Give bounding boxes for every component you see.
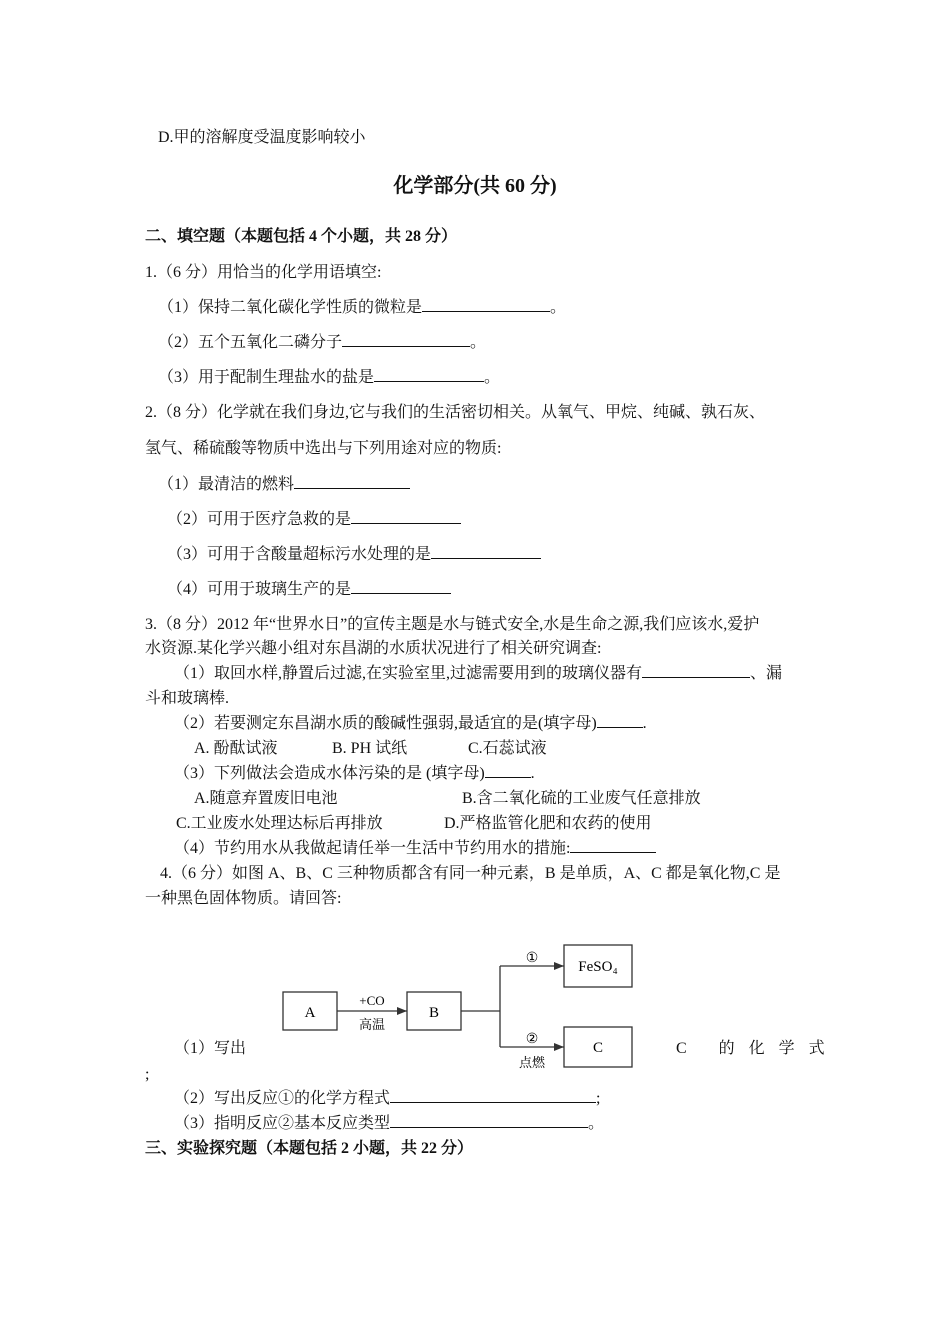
answer-blank[interactable] <box>390 1088 596 1103</box>
box-a-label: A <box>304 1005 316 1021</box>
q3-part3: （3）下列做法会造成水体污染的是 (填字母) . <box>174 765 535 782</box>
answer-blank[interactable] <box>642 663 750 678</box>
q4-stem-line1: 4.（6 分）如图 A、B、C 三种物质都含有同一种元素，B 是单质，A、C 都是氧化物,C 是 <box>160 865 781 882</box>
q3-p3-option-d: D.严格监管化肥和农药的使用 <box>444 815 652 832</box>
answer-blank[interactable] <box>422 297 550 312</box>
q2-part2: （2）可用于医疗急救的是 <box>167 509 461 531</box>
answer-blank[interactable] <box>570 838 656 853</box>
q2-part4: （4）可用于玻璃生产的是 <box>167 579 451 601</box>
reaction-diagram <box>270 935 650 1075</box>
q2-part1: （1）最清洁的燃料 <box>158 474 410 496</box>
q3-option-c: C.石蕊试液 <box>468 740 547 757</box>
arrow-condition: 高温 <box>358 1017 386 1032</box>
answer-blank[interactable] <box>597 713 643 728</box>
q3-option-a: A. 酚酞试液 <box>194 740 278 757</box>
answer-blank[interactable] <box>485 763 531 778</box>
answer-blank[interactable] <box>374 367 484 382</box>
q2-stem-line2: 氢气、稀硫酸等物质中选出与下列用途对应的物质: <box>145 440 502 457</box>
option-d: D.甲的溶解度受温度影响较小 <box>158 129 366 146</box>
q3-part1-line2: 斗和玻璃棒. <box>145 690 230 707</box>
q3-p3-option-c: C.工业废水处理达标后再排放 <box>176 815 383 832</box>
q3-part4: （4）节约用水从我做起请任举一生活中节约用水的措施: <box>174 838 656 860</box>
q3-stem-line1: 3.（8 分）2012 年“世界水日”的宣传主题是水与链式安全,水是生命之源,我们应该水,爱护 <box>145 616 760 633</box>
branch-1-label: ① <box>525 951 539 966</box>
answer-blank[interactable] <box>351 579 451 594</box>
box-b-label: B <box>428 1005 440 1021</box>
q4-part2: （2）写出反应①的化学方程式 ; <box>174 1090 601 1107</box>
answer-blank[interactable] <box>390 1113 588 1128</box>
q1-part2: （2）五个五氧化二磷分子 。 <box>158 334 487 351</box>
arrow-reagent: +CO <box>359 993 385 1008</box>
box-c-label: C <box>592 1040 604 1056</box>
q4-stem-line2: 一种黑色固体物质。请回答: <box>145 890 342 907</box>
q1-part1: （1）保持二氧化碳化学性质的微粒是 。 <box>158 299 567 316</box>
q4-part1-right: C 的化学式 <box>676 1040 839 1057</box>
answer-blank[interactable] <box>342 332 470 347</box>
q2-part3: （3）可用于含酸量超标污水处理的是 <box>167 544 541 566</box>
section-2-heading: 二、填空题（本题包括 4 个小题，共 28 分） <box>145 228 458 245</box>
q3-option-b: B. PH 试纸 <box>332 740 408 757</box>
q3-stem-line2: 水资源.某化学兴趣小组对东昌湖的水质状况进行了相关研究调查: <box>145 640 602 657</box>
q3-part2: （2）若要测定东昌湖水质的酸碱性强弱,最适宜的是(填字母) . <box>174 715 647 732</box>
page-title: 化学部分(共 60 分) <box>393 175 557 197</box>
q3-p3-option-b: B.含二氧化硫的工业废气任意排放 <box>462 790 701 807</box>
answer-blank[interactable] <box>351 509 461 524</box>
answer-blank[interactable] <box>431 544 541 559</box>
q4-part3: （3）指明反应②基本反应类型 。 <box>174 1115 605 1132</box>
q1-part3: （3）用于配制生理盐水的盐是 。 <box>158 369 501 386</box>
q4-part1-end: ; <box>145 1066 150 1083</box>
branch-2-condition: 点燃 <box>518 1055 546 1070</box>
q3-p3-option-a: A.随意弃置废旧电池 <box>194 790 338 807</box>
q3-part1: （1）取回水样,静置后过滤,在实验室里,过滤需要用到的玻璃仪器有 、漏 <box>174 665 783 682</box>
box-feso4-label: FeSO₄ <box>578 959 618 975</box>
answer-blank[interactable] <box>294 474 410 489</box>
q1-stem: 1.（6 分）用恰当的化学用语填空: <box>145 264 382 281</box>
q2-stem-line1: 2.（8 分）化学就在我们身边,它与我们的生活密切相关。从氧气、甲烷、纯碱、孰石灰、 <box>145 404 766 421</box>
branch-2-label: ② <box>525 1032 539 1047</box>
section-3-heading: 三、实验探究题（本题包括 2 小题，共 22 分） <box>145 1140 474 1157</box>
q4-part1-left: （1）写出 <box>174 1040 247 1057</box>
